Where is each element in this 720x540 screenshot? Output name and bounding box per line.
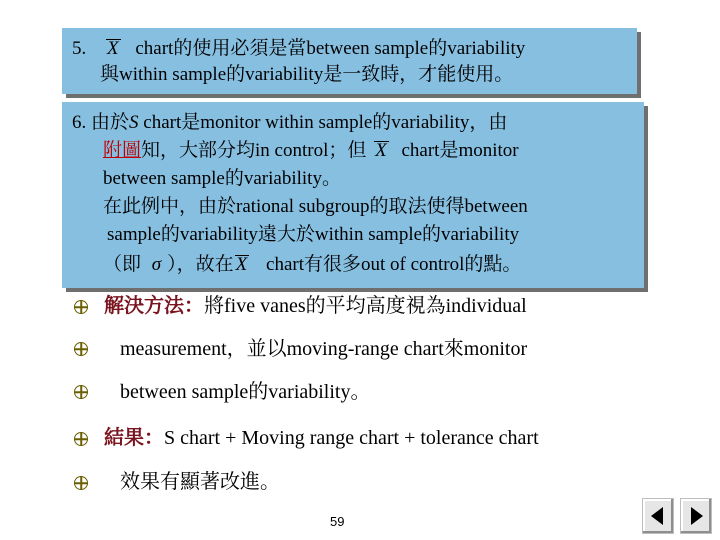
arrow-right-icon — [685, 504, 707, 528]
bullet-item-2: measurement，並以moving-range chart來monitor — [120, 338, 528, 360]
arrow-left-icon — [647, 504, 669, 528]
bullet-icon — [74, 432, 88, 446]
note6-line2: 附圖知，大部分均in control；但 X chart是monitor — [103, 140, 519, 161]
note5-line1 — [72, 38, 525, 60]
x-bar-symbol: X — [235, 254, 248, 275]
x-bar-symbol: X — [375, 140, 387, 161]
note6-line4: 在此例中，由於rational subgroup的取法使得between — [103, 196, 528, 217]
note6-line6: （即 σ ），故在 X chart有很多out of control的點。 — [103, 254, 522, 275]
previous-slide-button[interactable] — [642, 498, 674, 534]
note6-line5: sample的variability遠大於within sample的variability — [107, 224, 520, 245]
bullet-icon — [74, 385, 88, 399]
note5-text1: chart的使用必須是當between sample的variability — [135, 38, 526, 59]
note6-number: 6. — [72, 112, 87, 133]
sigma-symbol: σ — [151, 254, 162, 275]
bullet-icon — [74, 300, 88, 314]
bullet-item-1: 解決方法：將five vanes的平均高度視為individual — [104, 295, 527, 317]
bullet-item-4: 結果：S chart + Moving range chart + tolerance chart — [104, 427, 539, 449]
note5-line2: 與within sample的variability是一致時，才能使用。 — [100, 64, 514, 85]
bullet-heading: 結果： — [104, 427, 164, 449]
x-bar-symbol: X — [107, 38, 119, 59]
note6-line3: between sample的variability。 — [103, 168, 341, 189]
note6-line1: 6. 由於S chart是monitor within sample的variability，由 — [72, 112, 508, 133]
figure-link[interactable]: 附圖 — [103, 140, 142, 161]
note5-number: 5. — [72, 38, 87, 59]
bullet-heading: 解決方法： — [104, 295, 204, 317]
s-symbol: S — [129, 112, 139, 133]
next-slide-button[interactable] — [680, 498, 712, 534]
bullet-item-5: 效果有顯著改進。 — [120, 471, 280, 493]
bullet-item-3: between sample的variability。 — [120, 381, 371, 403]
bullet-icon — [74, 342, 88, 356]
page-number: 59 — [330, 514, 345, 529]
bullet-icon — [74, 476, 88, 490]
